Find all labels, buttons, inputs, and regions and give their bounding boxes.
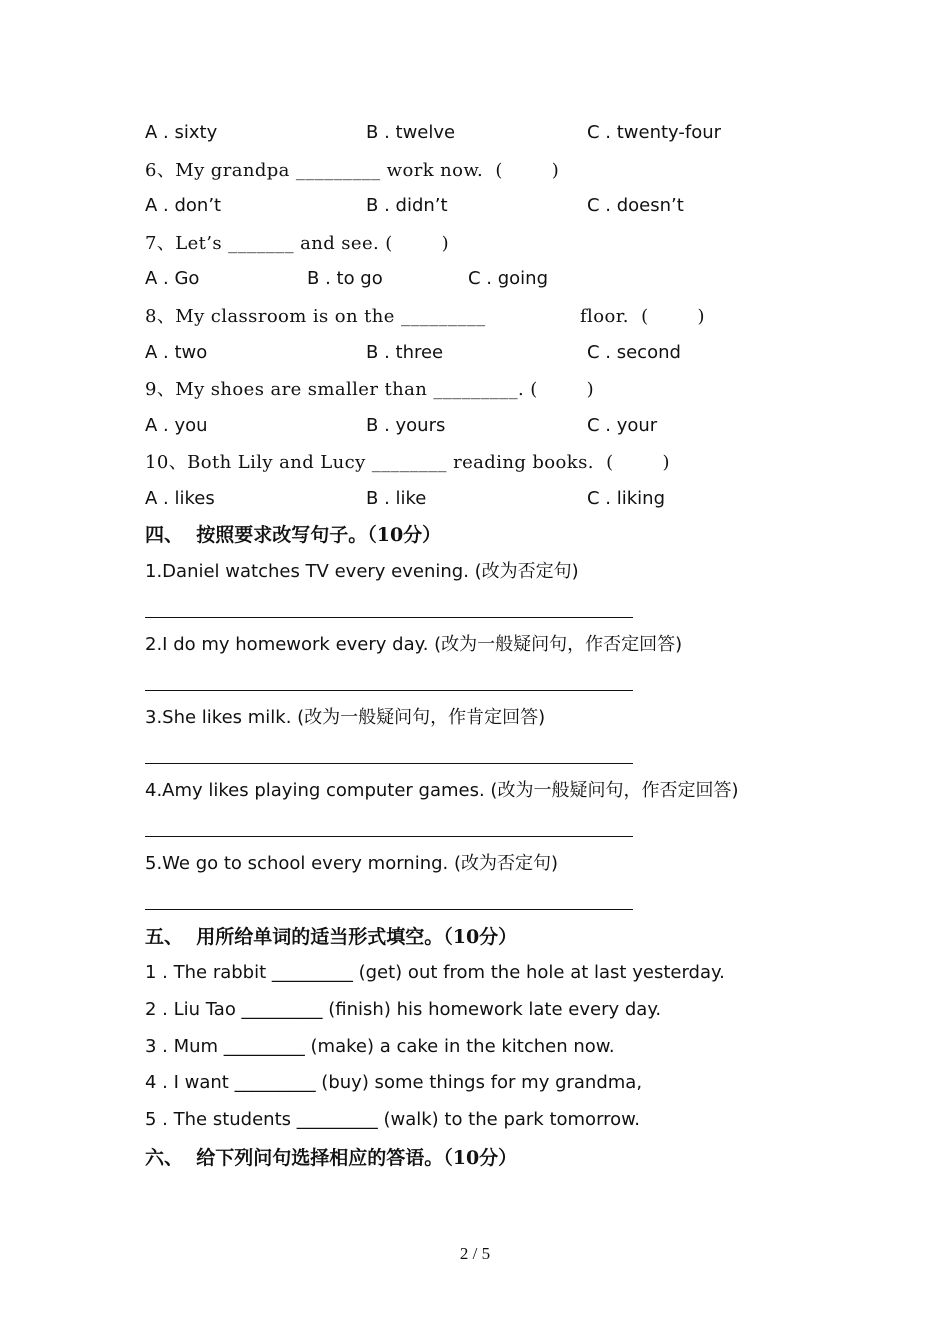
answer-line-5[interactable] [145,909,633,910]
q7-option-a: A . Go [145,268,200,289]
section5-item-3: 3 . Mum _________ (make) a cake in the kitchen now. [145,1036,615,1057]
q6-option-b: B . didn’t [366,195,448,216]
section5-item-4: 4 . I want _________ (buy) some things for my grandma, [145,1072,643,1093]
answer-line-4[interactable] [145,836,633,837]
q8-option-b: B . three [366,342,444,363]
q6-option-a: A . don’t [145,195,222,216]
section4-title: 四、 按照要求改写句子。（10分） [145,524,442,546]
section4-item-3: 3.She likes milk. (改为一般疑问句，作肯定回答) [145,707,546,728]
section4-item-5: 5.We go to school every morning. (改为否定句) [145,853,559,874]
section5-item-2: 2 . Liu Tao _________ (finish) his homework late every day. [145,999,662,1020]
q10-option-b: B . like [366,488,427,509]
q7-text: 7、Let’s _______ and see. ( ) [145,233,450,254]
q9-option-a: A . you [145,415,208,436]
q7-option-b: B . to go [307,268,383,289]
q9-option-c: C . your [587,415,658,436]
answer-line-3[interactable] [145,763,633,764]
section6-title: 六、 给下列问句选择相应的答语。（10分） [145,1147,518,1169]
q10-option-c: C . liking [587,488,665,509]
section4-item-1: 1.Daniel watches TV every evening. (改为否定句) [145,561,579,582]
q10-option-a: A . likes [145,488,215,509]
section4-item-2: 2.I do my homework every day. (改为一般疑问句，作否定回答) [145,634,683,655]
q5-option-c: C . twenty-four [587,122,722,143]
q10-text: 10、Both Lily and Lucy ________ reading books. ( ) [145,452,670,473]
q9-option-b: B . yours [366,415,446,436]
q6-text: 6、My grandpa _________ work now. ( ) [145,160,560,181]
q5-option-a: A . sixty [145,122,218,143]
section5-title: 五、 用所给单词的适当形式填空。（10分） [145,926,518,948]
section5-item-1: 1 . The rabbit _________ (get) out from the hole at last yesterday. [145,962,725,983]
q8-text-right: floor. ( ) [580,306,705,327]
q6-option-c: C . doesn’t [587,195,684,216]
q5-option-b: B . twelve [366,122,456,143]
page-number: 2 / 5 [459,1244,491,1263]
q8-option-a: A . two [145,342,208,363]
answer-line-1[interactable] [145,617,633,618]
q9-text: 9、My shoes are smaller than _________. ( ) [145,379,595,400]
q7-option-c: C . going [468,268,549,289]
section5-item-5: 5 . The students _________ (walk) to the park tomorrow. [145,1109,640,1130]
q8-text-left: 8、My classroom is on the _________ [145,306,486,327]
answer-line-2[interactable] [145,690,633,691]
q8-option-c: C . second [587,342,681,363]
section4-item-4: 4.Amy likes playing computer games. (改为一般疑问句，作否定回答) [145,780,739,801]
